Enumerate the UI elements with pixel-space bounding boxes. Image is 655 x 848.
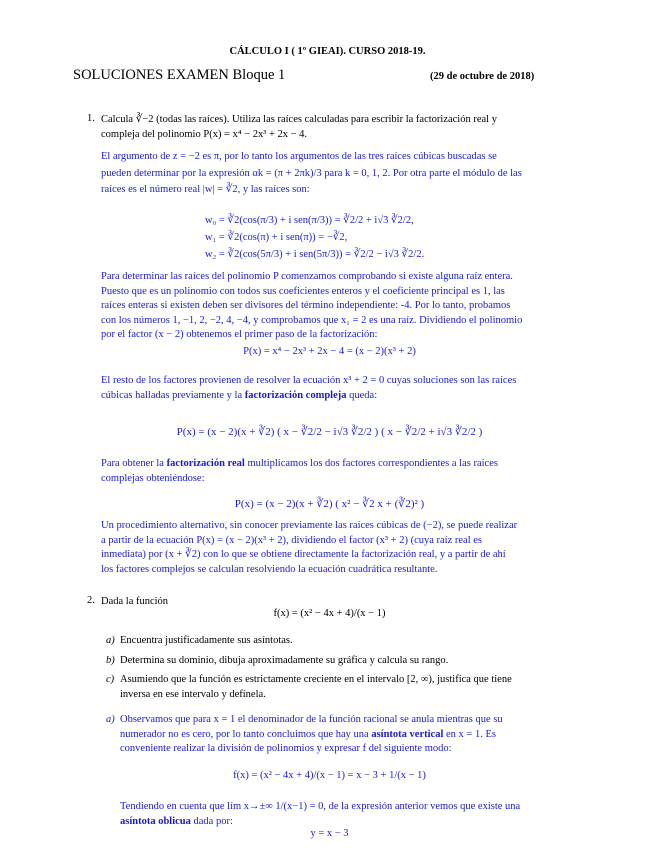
paragraph-line: numerador no es cero, por lo tanto concluimos que hay una asíntota vertical en x = 1. Es <box>120 728 496 740</box>
oblique-asymptote-term: asíntota oblicua <box>120 815 191 827</box>
paragraph-line: asíntota oblicua dada por: <box>120 815 233 827</box>
root-w2: w₂ = ∛2(cos(5π/3) + i sen(5π/3)) = ∛2/2 − i√3 ∛2/2. <box>205 249 425 260</box>
exam-date: (29 de octubre de 2018) <box>430 71 535 82</box>
solution-1-paragraph-1 <box>101 150 558 197</box>
equation-real-factorization: P(x) = (x − 2)(x + ∛2) ( x² − ∛2 x + (∛2)² ) <box>234 498 425 510</box>
roots-list <box>205 212 424 263</box>
equation-division: f(x) = (x² − 4x + 4)/(x − 1) = x − 3 + 1/(x − 1) <box>233 770 426 781</box>
paragraph-line: a) Observamos que para x = 1 el denominador de la función racional se anula mientras que su <box>106 714 503 725</box>
paragraph-line: El resto de los factores provienen de resolver la ecuación x³ + 2 = 0 cuyas soluciones son las raíces <box>101 375 517 386</box>
question-2-intro: Dada la función <box>101 596 169 607</box>
paragraph-line: pueden determinar por la expresión αk = (π + 2πk)/3 para k = 0, 1, 2. Por otra parte el módulo de las <box>101 167 522 179</box>
real-factorization-term: factorización real <box>166 458 245 469</box>
question-2-number: 2. <box>87 595 95 606</box>
exam-title: SOLUCIONES EXAMEN Bloque 1 <box>73 67 286 83</box>
item-b: b) Determina su dominio, dibuja aproximadamente su gráfica y calcula su rango. <box>106 654 449 666</box>
question-1-number: 1. <box>87 113 95 124</box>
question-1-statement <box>101 113 558 142</box>
statement-line: Calcula ∛−2 (todas las raíces). Utiliza las raíces calculadas para escribir la factorización real y <box>101 114 497 125</box>
item-a: a) Encuentra justificadamente sus asíntotas. <box>106 635 293 646</box>
paragraph-line: Para determinar las raíces del polinomio P comenzamos comprobando si existe alguna raíz entera. <box>101 271 513 282</box>
paragraph-line: por el factor (x − 2) obtenemos el primer paso de la factorización: <box>101 329 378 340</box>
equation-factor-step: P(x) = x⁴ − 2x³ + 2x − 4 = (x − 2)(x³ + 2) <box>243 346 416 357</box>
question-2-function: f(x) = (x² − 4x + 4)/(x − 1) <box>273 608 386 619</box>
paragraph-line: los factores complejos se calculan resolviendo la ecuación cuadrática resultante. <box>101 563 438 575</box>
equation-oblique-asymptote: y = x − 3 <box>310 828 349 839</box>
paragraph-line: Tendiendo en cuenta que lím x→±∞ 1/(x−1) = 0, de la expresión anterior vemos que existe una <box>120 801 521 812</box>
paragraph-line: cúbicas halladas previamente y la factorización compleja queda: <box>101 389 378 401</box>
complex-factorization-term: factorización compleja <box>244 389 347 401</box>
question-2-items <box>106 634 558 702</box>
solution-1-paragraph-3 <box>101 374 558 403</box>
root-w1: w₁ = ∛2(cos(π) + i sen(π)) = −∛2, <box>205 232 348 243</box>
paragraph-line: Un procedimiento alternativo, sin conocer previamente las raíces cúbicas de (−2), se puede realizar <box>101 520 518 531</box>
paragraph-line: raíces enteras si existen deben ser divisores del término independiente: -4. Por lo tanto, probamos <box>101 300 511 311</box>
paragraph-line: a partir de la ecuación P(x) = (x − 2)(x³ + 2), dividiendo el factor (x³ + 2) (cuya raíz real es <box>101 534 482 546</box>
paragraph-line: complejas obteniéndose: <box>101 472 205 484</box>
root-w0: w₀ = ∛2(cos(π/3) + i sen(π/3)) = ∛2/2 + i√3 ∛2/2, <box>205 215 414 226</box>
paragraph-line: raíces es el número real |w| = ∛2, y las raíces son: <box>101 183 310 195</box>
solution-2a <box>106 713 558 757</box>
equation-complex-factorization: P(x) = (x − 2)(x + ∛2) ( x − ∛2/2 − i√3 ∛2/2 ) ( x − ∛2/2 + i√3 ∛2/2 ) <box>176 426 483 438</box>
statement-line: compleja del polinomio P(x) = x⁴ − 2x³ + 2x − 4. <box>101 128 308 140</box>
paragraph-line: Para obtener la factorización real multiplicamos los dos factores correspondientes a las raíces <box>101 458 498 469</box>
item-c: c) Asumiendo que la función es estrictamente creciente en el intervalo [2, ∞), justifica que tiene inversa en ese intervalo y defínela. <box>106 674 512 700</box>
solution-1-paragraph-2 <box>101 270 558 343</box>
solution-1-paragraph-5 <box>101 519 558 577</box>
paragraph-line: inmediata) por (x + ∛2) con lo que se obtiene directamente la factorización real, y a partir de ahí <box>101 549 506 560</box>
paragraph-line: con los números 1, −1, 2, −2, 4, −4, y comprobamos que x₁ = 2 es una raíz. Dividiendo el polinomio <box>101 314 523 326</box>
solution-1-paragraph-4 <box>101 457 558 486</box>
paragraph-line: Puesto que es un polinomio con todos sus coeficientes enteros y el coeficiente principal es 1, las <box>101 285 505 297</box>
course-header: CÁLCULO I ( 1º GIEAI). CURSO 2018-19. <box>229 46 426 57</box>
paragraph-line: conveniente realizar la división de polinomios y expresar f del siguiente modo: <box>120 743 452 754</box>
solution-2a-continued <box>120 800 558 829</box>
paragraph-line: El argumento de z = −2 es π, por lo tanto los argumentos de las tres raíces cúbicas buscadas se <box>101 151 497 162</box>
vertical-asymptote-term: asíntota vertical <box>371 728 444 740</box>
